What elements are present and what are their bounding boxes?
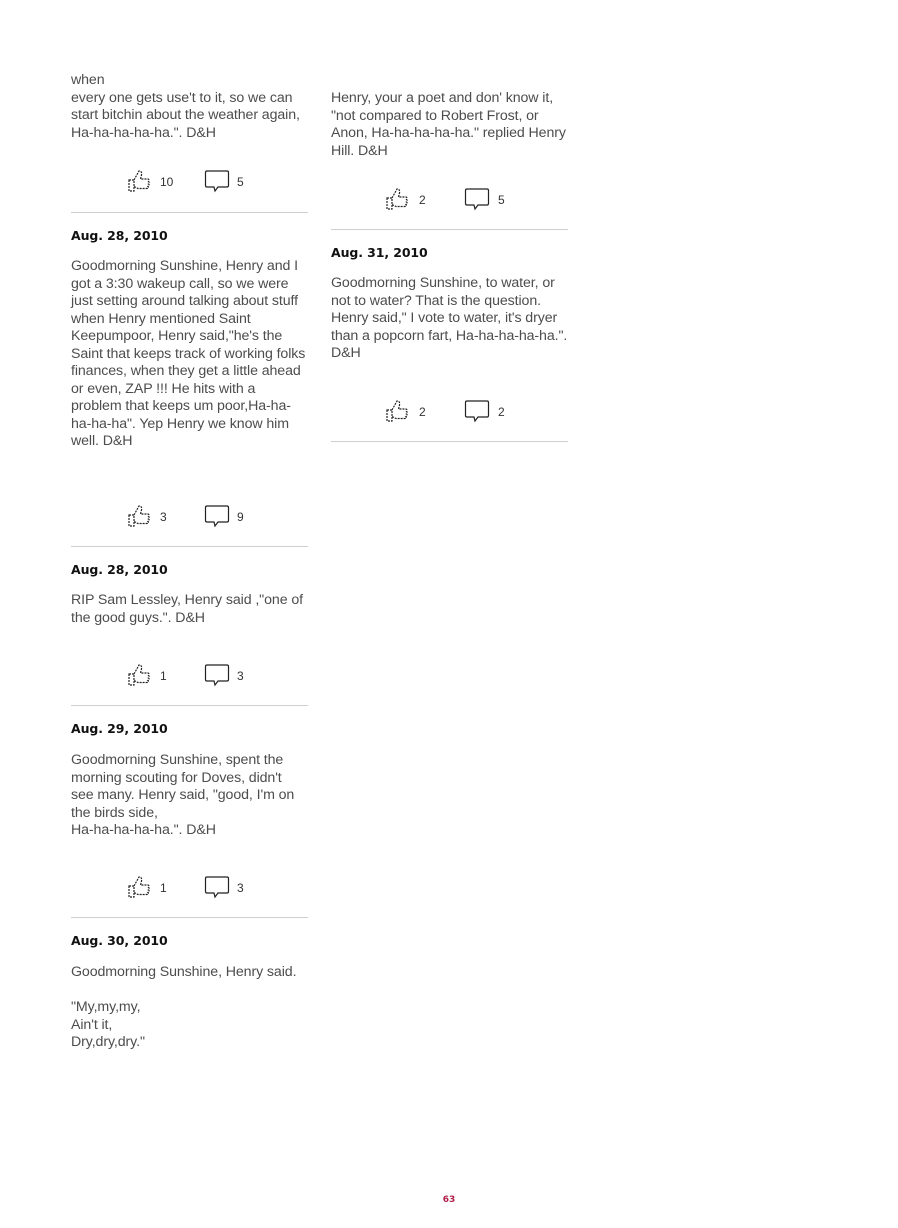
likes-count: 2 xyxy=(419,193,426,207)
date-label: Aug. 28, 2010 xyxy=(71,562,168,577)
comment-bubble-icon[interactable] xyxy=(204,874,230,905)
post-continued xyxy=(331,90,568,160)
likes-count: 3 xyxy=(160,510,167,524)
comments-count: 3 xyxy=(237,669,244,683)
post-text: Henry, your a poet and don' know it, "not compared to Robert Frost, or Anon, Ha-ha-ha-ha-ha." replied Henry Hill. D&H xyxy=(331,90,566,159)
post-text: Goodmorning Sunshine, Henry and I got a 3:30 wakeup call, so we were just setting around talking about stuff when Henry mentioned Saint Keepumpoor, Henry said,"he's the Saint that keeps track of working folks finances, when they get a little ahead or even, ZAP !!! He hits with a problem that keeps um poor,Ha-ha-ha-ha-ha". Yep Henry we know him well. D&H xyxy=(71,258,306,449)
thumbs-up-icon[interactable] xyxy=(127,874,153,905)
comments-count: 2 xyxy=(498,405,505,419)
date-label: Aug. 31, 2010 xyxy=(331,245,428,260)
post-body xyxy=(71,258,308,451)
post-text: when every one gets use't to it, so we can start bitchin about the weather again, Ha-ha-ha-ha-ha.". D&H xyxy=(71,72,300,141)
post-body xyxy=(71,964,308,1052)
likes-count: 2 xyxy=(419,405,426,419)
post-date xyxy=(71,933,308,948)
post-text: Goodmorning Sunshine, Henry said. "My,my,my, Ain't it, Dry,dry,dry." xyxy=(71,964,297,1050)
date-label: Aug. 29, 2010 xyxy=(71,721,168,736)
date-label: Aug. 30, 2010 xyxy=(71,933,168,948)
thumbs-up-icon[interactable] xyxy=(127,503,153,534)
comment-bubble-icon[interactable] xyxy=(464,398,490,429)
comments-count: 5 xyxy=(498,193,505,207)
post-text: Goodmorning Sunshine, to water, or not to water? That is the question. Henry said," I vote to water, it's dryer than a popcorn fart, Ha-ha-ha-ha-ha.". D&H xyxy=(331,275,568,361)
post-meta xyxy=(331,186,568,216)
post-meta xyxy=(71,662,308,692)
post-body xyxy=(71,752,308,840)
comments-count: 5 xyxy=(237,175,244,189)
post-date xyxy=(71,721,308,736)
divider xyxy=(71,705,308,706)
post-continued xyxy=(71,72,308,142)
post-body xyxy=(71,592,308,627)
comment-bubble-icon[interactable] xyxy=(204,662,230,693)
likes-count: 1 xyxy=(160,881,167,895)
likes-count: 1 xyxy=(160,669,167,683)
divider xyxy=(71,546,308,547)
page-number: 63 xyxy=(442,1195,456,1205)
comment-bubble-icon[interactable] xyxy=(464,186,490,217)
thumbs-up-icon[interactable] xyxy=(385,186,411,217)
thumbs-up-icon[interactable] xyxy=(385,398,411,429)
post-date xyxy=(71,228,308,243)
divider xyxy=(331,441,568,442)
post-meta xyxy=(71,874,308,904)
divider xyxy=(71,917,308,918)
post-date xyxy=(331,245,568,260)
post-body xyxy=(331,275,568,363)
post-text: RIP Sam Lessley, Henry said ,"one of the good guys.". D&H xyxy=(71,592,303,626)
post-meta xyxy=(331,398,568,428)
post-meta xyxy=(71,503,308,533)
comments-count: 3 xyxy=(237,881,244,895)
divider xyxy=(71,212,308,213)
thumbs-up-icon[interactable] xyxy=(127,168,153,199)
post-date xyxy=(71,562,308,577)
post-text: Goodmorning Sunshine, spent the morning scouting for Doves, didn't see many. Henry said, "good, I'm on the birds side, Ha-ha-ha-ha-ha.". D&H xyxy=(71,752,295,838)
divider xyxy=(331,229,568,230)
comment-bubble-icon[interactable] xyxy=(204,168,230,199)
post-meta xyxy=(71,168,308,198)
comment-bubble-icon[interactable] xyxy=(204,503,230,534)
date-label: Aug. 28, 2010 xyxy=(71,228,168,243)
comments-count: 9 xyxy=(237,510,244,524)
likes-count: 10 xyxy=(160,175,174,189)
thumbs-up-icon[interactable] xyxy=(127,662,153,693)
